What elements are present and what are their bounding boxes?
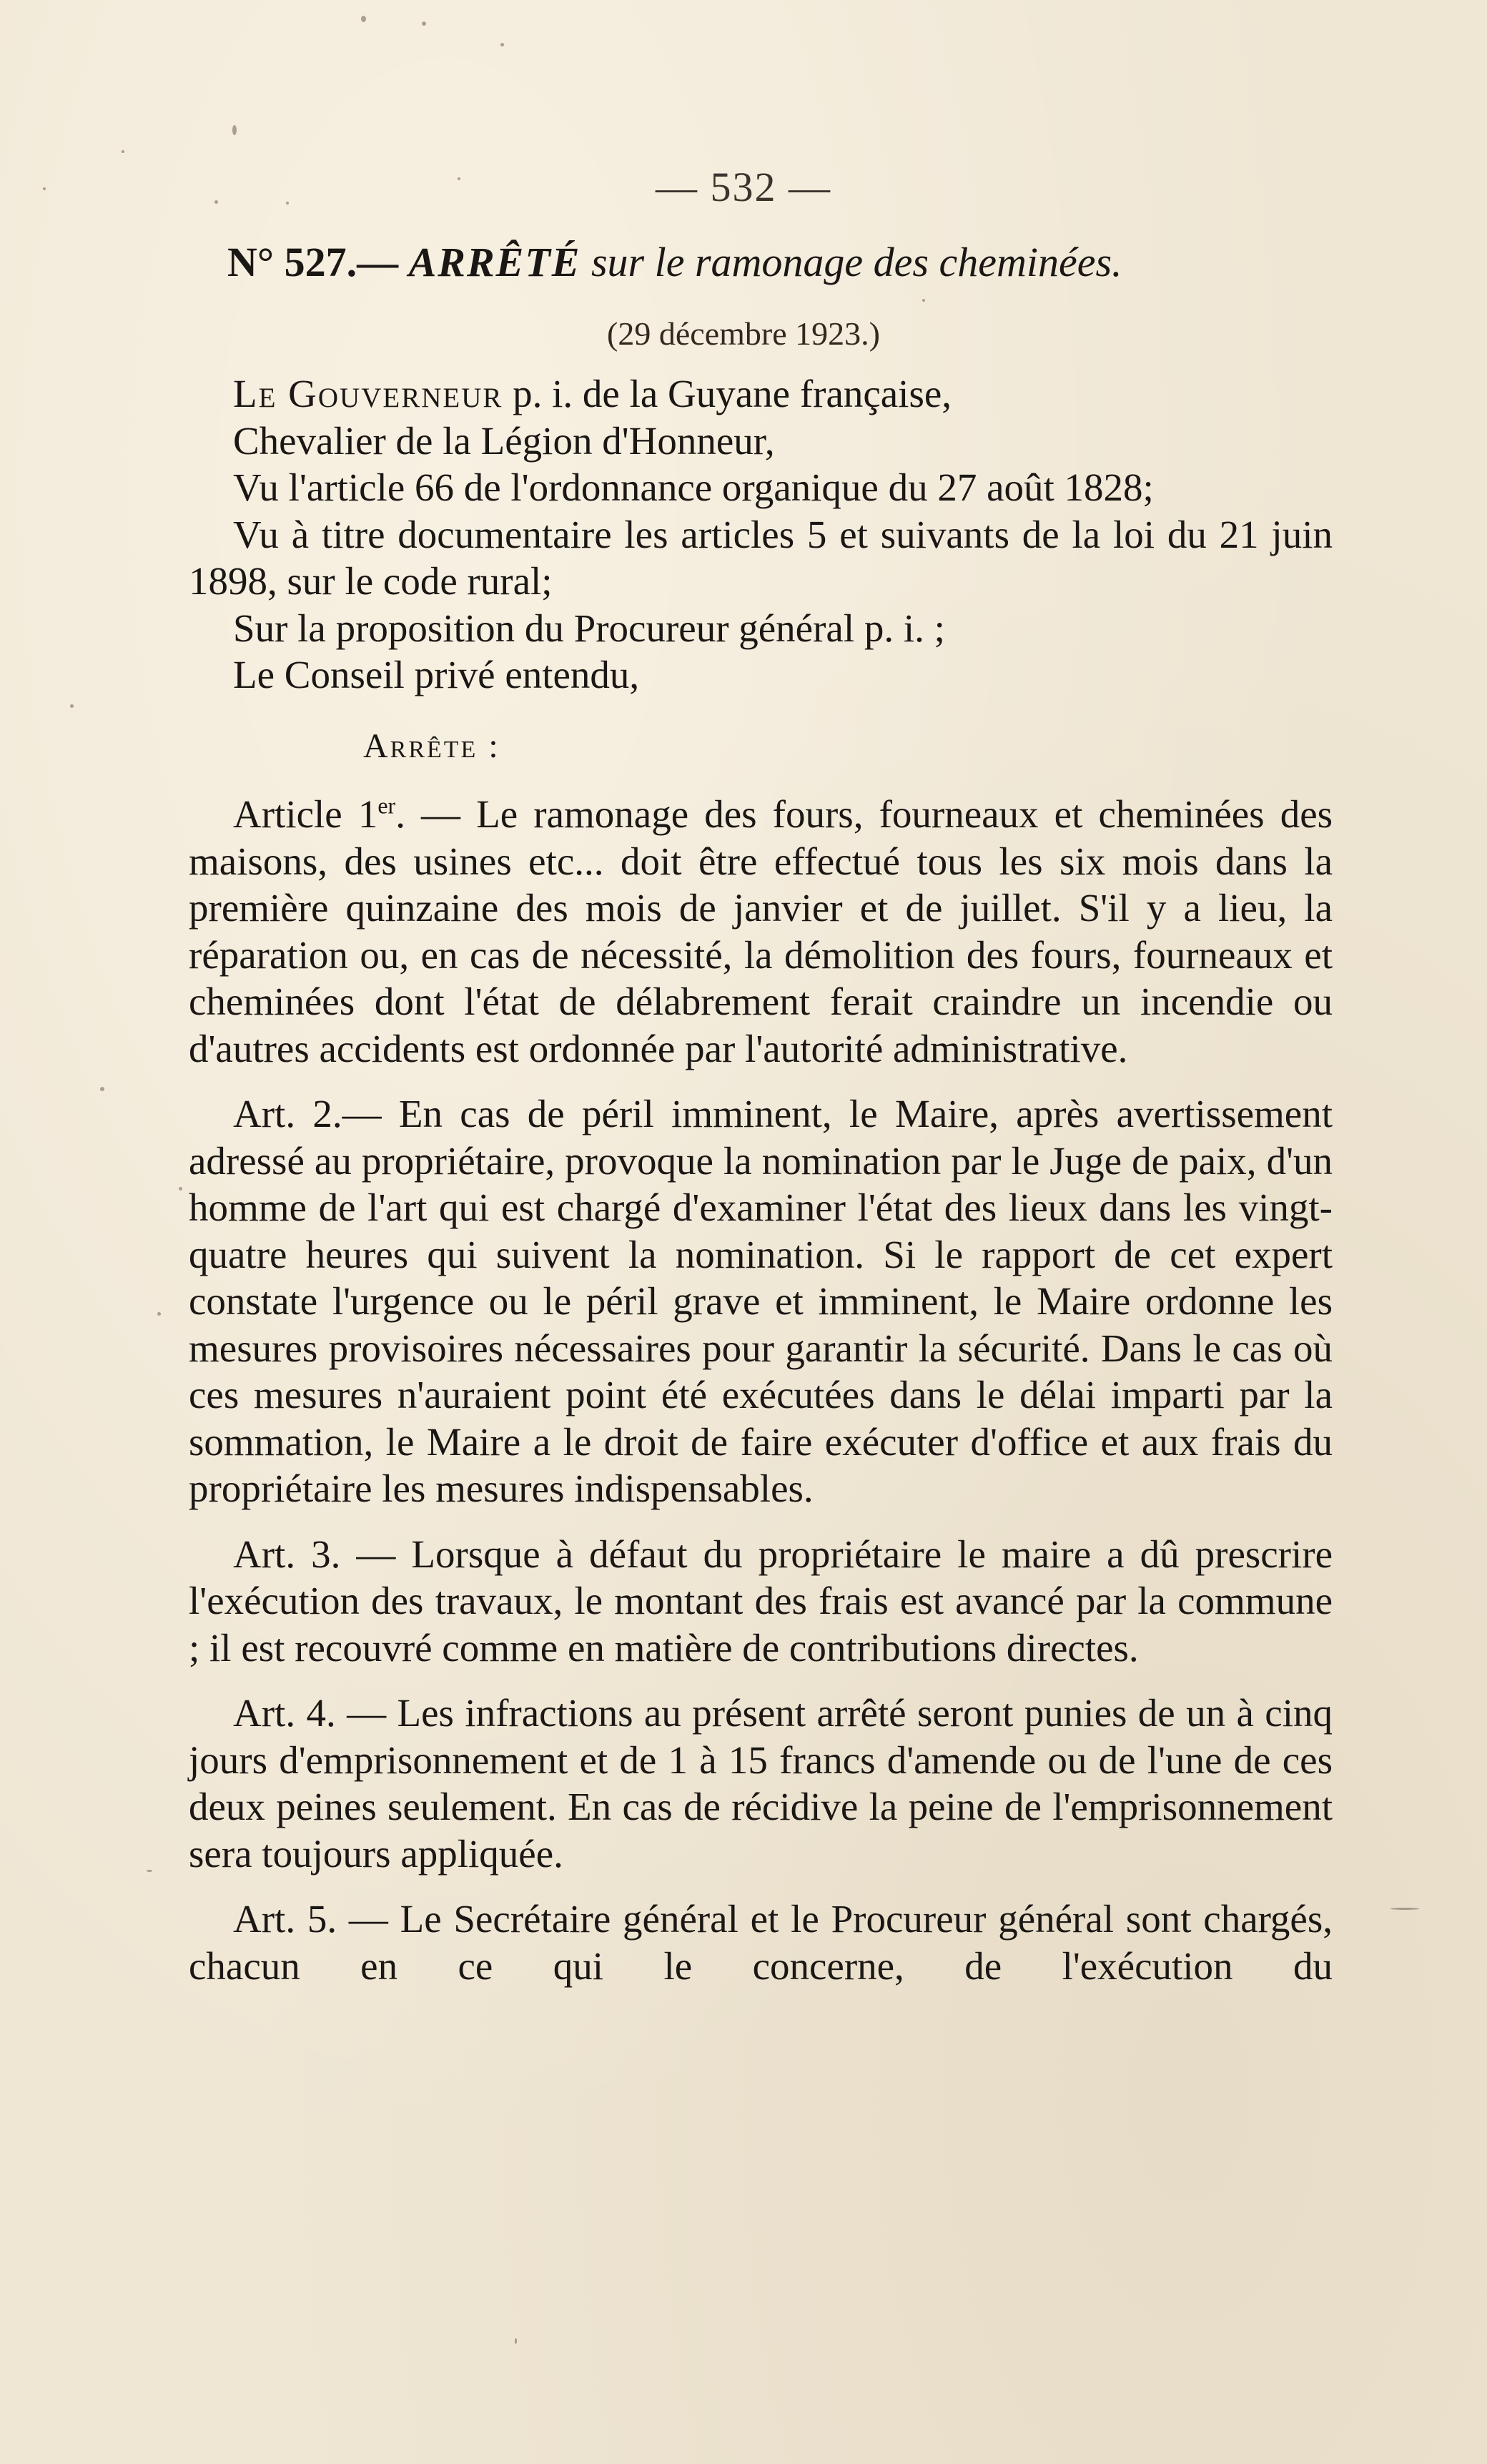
dust-speck [70, 704, 74, 708]
article-2: Art. 2.— En cas de péril imminent, le Maire, après avertissement adressé au propriétaire, provoque la nomination par le Juge de paix, d'un homme de l'art qui est chargé d'examiner l'état des lieux dans les vingt-quatre heures qui suivent la nomination. Si le rapport de cet expert constate l'urgence ou le péril grave et imminent, le Maire ordonne les mesures provisoires nécessaires pour garantir la sécurité. Dans le cas où ces mesures n'auraient point été exécutées dans le délai imparti par la sommation, le Maire a le droit de faire exécuter d'office et aux frais du propriétaire les mesures indispensables. [189, 1092, 1333, 1510]
dust-speck [361, 16, 366, 22]
article-1 [189, 791, 1333, 1072]
article-4: Art. 4. — Les infractions au présent arrêté seront punies de un à cinq jours d'emprisonnement et de 1 à 15 francs d'amende ou de l'une de ces deux peines seulement. En cas de récidive la peine de l'emprisonnement sera toujours appliquée. [189, 1691, 1333, 1876]
dust-speck [500, 43, 504, 46]
article-3: Art. 3. — Lorsque à défaut du propriétaire le maire a dû prescrire l'exécution des travaux, le montant des frais est avancé par la commune ; il est recouvré comme en matière de contributions directes. [189, 1532, 1333, 1670]
arrete-label: Arrête : [363, 726, 500, 765]
page-number: — 532 — [656, 164, 831, 210]
dust-speck [157, 1312, 161, 1316]
article-1-text: . — Le ramonage des fours, fourneaux et cheminées des maisons, des usines etc... doit être effectué tous les six mois dans la première quinzaine des mois de janvier et de juillet. S'il y a lieu, la réparation ou, en cas de nécessité, la démolition des fours, fourneaux et cheminées dont l'état de délabrement ferait craindre un incendie ou d'autres accidents est ordonnée par l'autorité administrative. [189, 792, 1333, 1070]
preamble-chevalier: Chevalier de la Légion d'Honneur, [233, 418, 775, 463]
article-1-label: Article 1 [233, 792, 378, 836]
dust-speck [100, 1087, 104, 1091]
preamble-proposition: Sur la proposition du Procureur général p. i. ; [233, 606, 945, 650]
preamble-vu-loi: Vu à titre documentaire les articles 5 et suivants de la loi du 21 juin 1898, sur le code rural; [189, 512, 1333, 603]
dust-speck [122, 150, 124, 153]
document-heading [227, 238, 1343, 286]
gouverneur-title: Le Gouverneur [233, 372, 503, 415]
dust-speck [179, 1187, 182, 1191]
decree-date: (29 décembre 1923.) [607, 315, 880, 352]
dust-speck [922, 299, 925, 302]
dust-speck [422, 21, 426, 26]
dust-speck [1390, 1908, 1419, 1910]
decree-number: N° 527.— [227, 239, 399, 285]
document-body [189, 370, 1333, 1989]
article-1-sup: er [377, 792, 396, 819]
preamble-conseil: Le Conseil privé entendu, [233, 653, 640, 696]
decree-title: sur le ramonage des cheminées. [591, 239, 1122, 285]
decree-type: ARRÊTÉ [408, 239, 581, 285]
dust-speck [147, 1870, 152, 1872]
preamble-gouverneur [189, 370, 1333, 418]
preamble-vu-article: Vu l'article 66 de l'ordonnance organique du 27 août 1828; [233, 465, 1154, 509]
gouverneur-rest: p. i. de la Guyane française, [503, 372, 952, 415]
article-5: Art. 5. — Le Secrétaire général et le Procureur général sont chargés, chacun en ce qui le concerne, de l'exécution du [189, 1897, 1333, 1988]
dust-speck [232, 125, 237, 135]
dust-speck [515, 2338, 517, 2344]
